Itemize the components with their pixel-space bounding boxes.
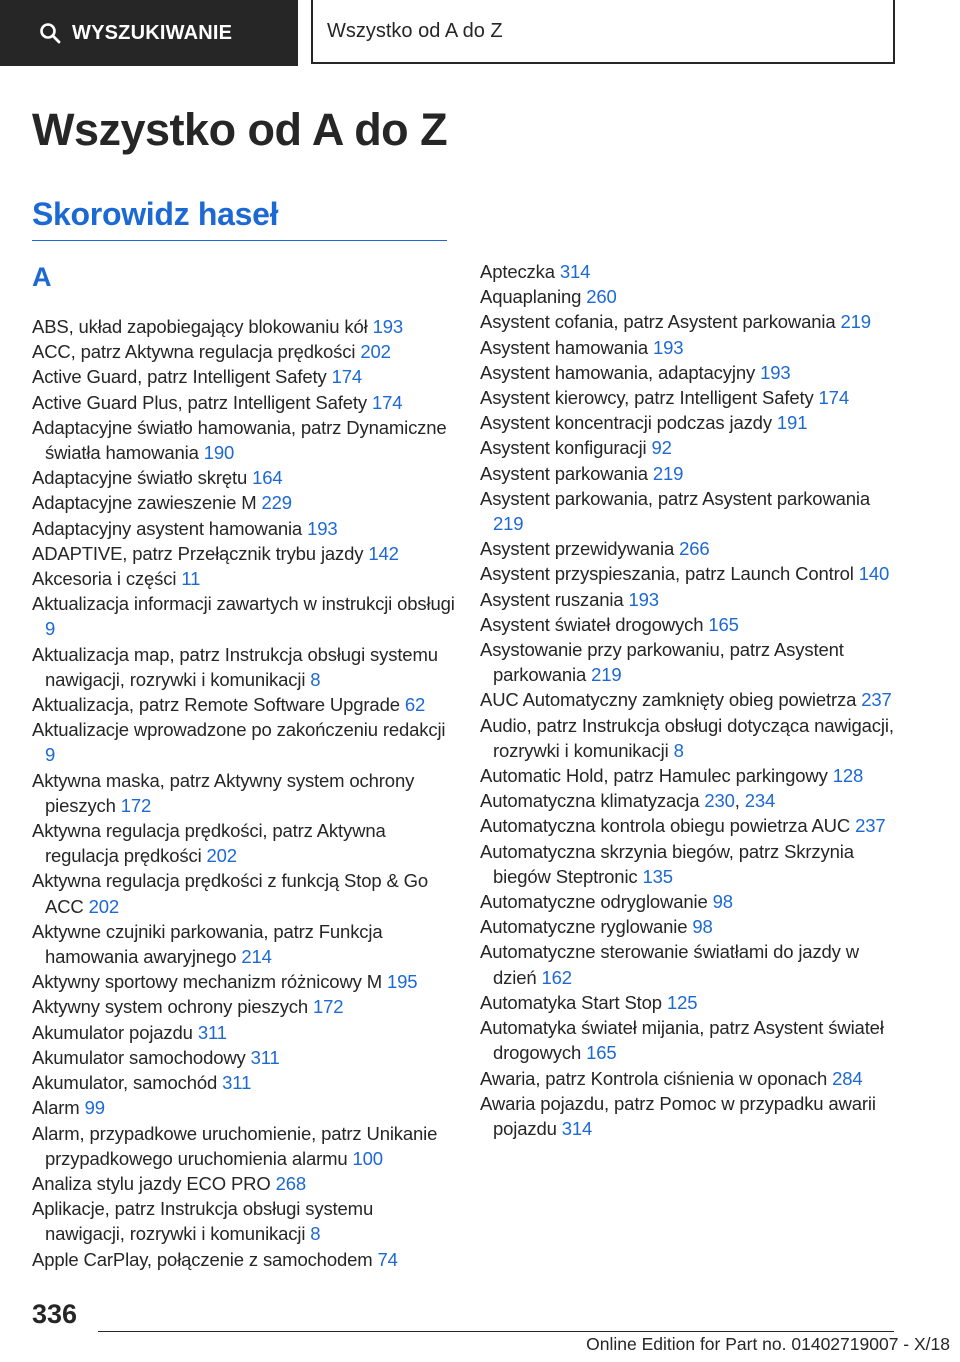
page-reference-link[interactable]: 219 xyxy=(493,513,524,535)
page-reference-link[interactable]: 164 xyxy=(252,467,283,489)
page-number: 336 xyxy=(32,1299,78,1329)
index-entry-text: Aktualizacja, patrz Remote Software Upgrade xyxy=(32,694,405,716)
page-reference-link[interactable]: 193 xyxy=(307,517,338,539)
index-entry[interactable] xyxy=(32,1070,457,1095)
index-entry[interactable] xyxy=(480,587,900,612)
index-entry[interactable] xyxy=(32,415,457,465)
footer-divider xyxy=(98,1331,894,1332)
index-entry-text: Alarm, przypadkowe uruchomienie, patrz Unikanie przypadkowego uruchomienia alarmu xyxy=(32,1122,438,1169)
page-reference-link[interactable]: 219 xyxy=(591,664,622,686)
index-entry[interactable] xyxy=(32,390,457,415)
index-entry-text: Automatyka świateł mijania, patrz Asystent świateł drogowych xyxy=(480,1017,884,1064)
index-entry[interactable] xyxy=(32,465,457,490)
page-reference-link[interactable]: 219 xyxy=(840,311,871,333)
index-entry-text: AUC Automatyczny zamknięty obieg powietrza xyxy=(480,689,862,711)
page-reference-link[interactable]: 268 xyxy=(275,1172,307,1194)
index-entry[interactable] xyxy=(480,385,900,410)
index-entry[interactable] xyxy=(480,713,900,763)
index-letter-heading: A xyxy=(32,262,52,292)
index-entry-text: Aktywna regulacja prędkości z funkcją Stop & Go ACC xyxy=(32,870,429,917)
index-entry[interactable] xyxy=(480,1066,900,1091)
index-entry-text: Aktualizacje wprowadzone po zakończeniu redakcji xyxy=(32,719,446,741)
page-reference-link[interactable]: 8 xyxy=(310,668,321,690)
index-entry[interactable] xyxy=(32,994,457,1019)
top-navigation-bar xyxy=(0,0,960,66)
index-entry-text: Asystent hamowania xyxy=(480,336,653,358)
index-entry-text: Asystent cofania, patrz Asystent parkowania xyxy=(480,311,841,333)
index-entry-text: Awaria, patrz Kontrola ciśnienia w oponach xyxy=(480,1067,833,1089)
index-entry[interactable] xyxy=(480,335,900,360)
page-reference-link[interactable]: 193 xyxy=(372,316,403,337)
index-entry-text: Automatyczna kontrola obiegu powietrza AUC xyxy=(480,815,856,837)
index-entry[interactable] xyxy=(32,516,457,541)
index-entry[interactable] xyxy=(32,919,457,969)
index-entry[interactable] xyxy=(32,868,457,918)
index-entry-text: Active Guard, patrz Intelligent Safety xyxy=(32,366,332,388)
index-entry[interactable] xyxy=(32,692,457,717)
index-entry[interactable] xyxy=(32,642,457,692)
index-entry[interactable] xyxy=(32,717,457,767)
section-title: Skorowidz haseł xyxy=(32,196,279,232)
page-reference-link[interactable]: 314 xyxy=(561,1117,593,1139)
page-reference-link[interactable]: 230 xyxy=(704,790,735,812)
index-entry-text: Apple CarPlay, połączenie z samochodem xyxy=(32,1248,378,1270)
index-entry-text: Aktywna maska, patrz Aktywny system ochrony pieszych xyxy=(32,769,415,816)
page-reference-link[interactable]: 214 xyxy=(241,946,272,968)
page-reference-link[interactable]: 9 xyxy=(45,744,56,766)
index-entry-text: Asystent ruszania xyxy=(480,588,629,610)
index-entry[interactable] xyxy=(32,1045,457,1070)
index-entry[interactable] xyxy=(480,763,900,788)
section-divider xyxy=(32,240,447,241)
index-entry[interactable] xyxy=(32,1095,457,1120)
index-entry-text: Aktywna regulacja prędkości, patrz Aktywna regulacja prędkości xyxy=(32,820,386,867)
page-reference-link[interactable]: 311 xyxy=(197,1021,227,1043)
index-entry-text: ABS, układ zapobiegający blokowaniu kół xyxy=(32,316,373,337)
page-reference-link[interactable]: 162 xyxy=(541,966,572,988)
index-entry[interactable] xyxy=(480,561,900,586)
index-entry[interactable] xyxy=(480,687,900,712)
index-entry[interactable] xyxy=(32,1171,457,1196)
page-reference-link[interactable]: 237 xyxy=(861,689,892,711)
index-entry-text: Analiza stylu jazdy ECO PRO xyxy=(32,1172,276,1194)
page-reference-link[interactable]: 11 xyxy=(181,568,201,590)
index-entry-text: Adaptacyjne światło skrętu xyxy=(32,467,253,489)
index-entry-text: Automatyka Start Stop xyxy=(480,991,667,1013)
index-entry-text: Automatic Hold, patrz Hamulec parkingowy xyxy=(480,765,833,787)
index-entry[interactable] xyxy=(32,1020,457,1045)
index-entry[interactable] xyxy=(32,591,457,641)
page-reference-link[interactable]: 142 xyxy=(368,542,399,564)
page-reference-link[interactable]: 92 xyxy=(651,437,672,459)
index-entry[interactable] xyxy=(480,813,900,838)
index-entry[interactable] xyxy=(480,284,900,309)
index-entry[interactable] xyxy=(480,486,900,536)
page-reference-link[interactable]: 174 xyxy=(331,366,362,388)
index-entry-text: Akumulator, samochód xyxy=(32,1072,223,1094)
page-reference-link[interactable]: 62 xyxy=(404,694,426,716)
page-reference-link[interactable]: 135 xyxy=(642,865,673,887)
index-entry-text: Akumulator samochodowy xyxy=(32,1046,251,1068)
index-entry-text: Aktywny system ochrony pieszych xyxy=(32,996,314,1018)
page-reference-link[interactable]: 193 xyxy=(653,336,684,358)
page-reference-link[interactable]: 284 xyxy=(832,1067,863,1089)
index-entry-text: Asystent hamowania, adaptacyjny xyxy=(480,361,761,383)
index-entry[interactable] xyxy=(480,410,900,435)
index-entry[interactable] xyxy=(480,360,900,385)
index-entry[interactable] xyxy=(480,990,900,1015)
page-title: Wszystko od A do Z xyxy=(32,104,448,155)
index-entry[interactable] xyxy=(480,637,900,687)
index-entry-text: Automatyczna klimatyzacja xyxy=(480,790,705,812)
page-reference-link[interactable]: 260 xyxy=(586,286,617,308)
page-reference-link[interactable]: 99 xyxy=(84,1097,105,1119)
index-entry[interactable] xyxy=(32,1247,457,1272)
index-entry-text: Aquaplaning xyxy=(480,286,587,308)
index-entry[interactable] xyxy=(32,969,457,994)
index-entry[interactable] xyxy=(480,309,900,334)
page-reference-link[interactable]: 125 xyxy=(666,991,698,1013)
index-entry[interactable] xyxy=(32,768,457,818)
edition-note: Online Edition for Part no. 01402719007 - X/18 xyxy=(586,1334,950,1354)
index-entry-text: Aplikacje, patrz Instrukcja obsługi systemu nawigacji, rozrywki i komunikacji xyxy=(32,1198,374,1245)
index-entry[interactable] xyxy=(32,314,457,339)
page-reference-link[interactable]: 195 xyxy=(387,971,418,993)
page-reference-link[interactable]: 202 xyxy=(360,341,391,363)
page-reference-link[interactable]: 234 xyxy=(744,790,776,812)
index-entry-text: Automatyczna skrzynia biegów, patrz Skrzynia biegów Steptronic xyxy=(480,840,854,887)
index-entry-text: Asystent koncentracji podczas jazdy xyxy=(480,412,777,434)
index-entry-text: Aktywne czujniki parkowania, patrz Funkcja hamowania awaryjnego xyxy=(32,920,383,968)
page-reference-link[interactable]: 140 xyxy=(858,563,890,585)
page-reference-link[interactable]: 237 xyxy=(855,815,886,837)
index-entry[interactable] xyxy=(480,914,900,939)
index-entry-text: Adaptacyjne zawieszenie M xyxy=(32,492,262,514)
page-reference-link[interactable]: 314 xyxy=(559,261,591,282)
index-entry[interactable] xyxy=(32,818,457,868)
index-entry[interactable] xyxy=(480,435,900,460)
page-reference-link[interactable]: 202 xyxy=(88,895,120,917)
index-entry-text: Asystent przyspieszania, patrz Launch Control xyxy=(480,563,859,585)
page-reference-link[interactable]: 98 xyxy=(712,891,733,913)
index-entry[interactable] xyxy=(480,259,900,284)
index-entry-text: Aktualizacja map, patrz Instrukcja obsługi systemu nawigacji, rozrywki i komunikacji xyxy=(32,643,438,690)
index-entry[interactable] xyxy=(480,1091,900,1141)
index-entry[interactable] xyxy=(32,364,457,389)
index-entry[interactable] xyxy=(32,541,457,566)
index-entry-text: ACC, patrz Aktywna regulacja prędkości xyxy=(32,341,361,363)
page-reference-link[interactable]: 311 xyxy=(250,1046,280,1068)
index-entry[interactable] xyxy=(480,1015,900,1065)
page-reference-link[interactable]: 311 xyxy=(222,1072,252,1094)
index-entry-text: Asystent parkowania, patrz Asystent parkowania xyxy=(480,487,871,509)
index-entry-text: Automatyczne sterowanie światłami do jazdy w dzień xyxy=(480,941,859,988)
search-button-label: WYSZUKIWANIE xyxy=(72,21,233,44)
index-entry-text: Aktywny sportowy mechanizm różnicowy M xyxy=(32,971,387,993)
page-reference-link[interactable]: 8 xyxy=(673,739,684,761)
index-column-left xyxy=(32,314,457,1272)
index-entry[interactable] xyxy=(480,839,900,889)
index-entry-text: Akcesoria i części xyxy=(32,568,182,590)
page-reference-link[interactable]: 190 xyxy=(203,442,235,464)
index-entry-text: Asystent kierowcy, patrz Intelligent Safety xyxy=(480,387,819,409)
index-entry[interactable] xyxy=(32,339,457,364)
index-entry-text: Apteczka xyxy=(480,261,560,282)
page-reference-link[interactable]: 174 xyxy=(371,391,403,413)
page-reference-link[interactable]: 193 xyxy=(760,361,791,383)
index-entry[interactable] xyxy=(32,1196,457,1246)
index-entry-text: Asystowanie przy parkowaniu, patrz Asystent parkowania xyxy=(480,639,844,686)
index-entry-text: Aktualizacja informacji zawartych w instrukcji obsługi xyxy=(32,593,455,615)
index-entry-text: Audio, patrz Instrukcja obsługi dotycząca nawigacji, rozrywki i komunikacji xyxy=(480,714,894,761)
index-column-right xyxy=(480,259,900,1141)
index-entry[interactable] xyxy=(480,461,900,486)
index-entry[interactable] xyxy=(480,612,900,637)
index-entry[interactable]: Automatyczna klimatyzacja 230, 234 xyxy=(480,790,776,812)
index-entry-text: Asystent parkowania xyxy=(480,462,653,484)
page-reference-link[interactable]: 174 xyxy=(818,387,849,409)
page-reference-link[interactable]: 193 xyxy=(628,588,659,610)
search-icon xyxy=(38,21,62,45)
index-entry[interactable] xyxy=(32,566,457,591)
search-button[interactable] xyxy=(0,0,298,66)
page-reference-link[interactable]: 229 xyxy=(261,492,292,514)
index-entry-text: Awaria pojazdu, patrz Pomoc w przypadku awarii pojazdu xyxy=(480,1092,876,1139)
index-entry-text: Active Guard Plus, patrz Intelligent Safety xyxy=(32,391,372,413)
index-entry-text: Asystent konfiguracji xyxy=(480,437,652,459)
page-reference-link[interactable]: 74 xyxy=(377,1248,398,1270)
page-reference-link[interactable]: 266 xyxy=(679,538,710,560)
page-reference-link[interactable]: 128 xyxy=(832,765,864,787)
page-reference-link[interactable]: 191 xyxy=(776,412,808,434)
index-entry[interactable] xyxy=(32,1121,457,1171)
index-entry-text: Automatyczne odryglowanie xyxy=(480,891,713,913)
page-reference-link[interactable]: 202 xyxy=(206,845,237,867)
index-entry-text: Asystent świateł drogowych xyxy=(480,613,709,635)
index-entry-text: Asystent przewidywania xyxy=(480,538,680,560)
page-reference-link[interactable]: 165 xyxy=(708,613,739,635)
page-reference-link[interactable]: 8 xyxy=(310,1223,321,1245)
index-entry-text: ADAPTIVE, patrz Przełącznik trybu jazdy xyxy=(32,542,369,564)
index-entry[interactable] xyxy=(480,536,900,561)
index-entry-text: Adaptacyjny asystent hamowania xyxy=(32,517,308,539)
index-entry[interactable] xyxy=(32,490,457,515)
index-entry-text: Automatyczne ryglowanie xyxy=(480,916,693,938)
index-entry[interactable] xyxy=(480,939,900,989)
page-reference-link[interactable]: 172 xyxy=(120,794,152,816)
page-reference-link[interactable]: 100 xyxy=(352,1147,383,1169)
page-reference-link[interactable]: 219 xyxy=(652,462,684,484)
index-entry[interactable] xyxy=(480,889,900,914)
breadcrumb[interactable]: Wszystko od A do Z xyxy=(311,0,895,64)
index-entry-text: Akumulator pojazdu xyxy=(32,1021,198,1043)
page-reference-link[interactable]: 98 xyxy=(692,916,713,938)
page-reference-link[interactable]: 9 xyxy=(45,618,56,640)
page-reference-link[interactable]: 165 xyxy=(586,1042,617,1064)
index-entry-text: Adaptacyjne światło hamowania, patrz Dynamiczne światła hamowania xyxy=(32,416,447,464)
index-entry-text: Alarm xyxy=(32,1097,85,1119)
page-reference-link[interactable]: 172 xyxy=(313,996,344,1018)
